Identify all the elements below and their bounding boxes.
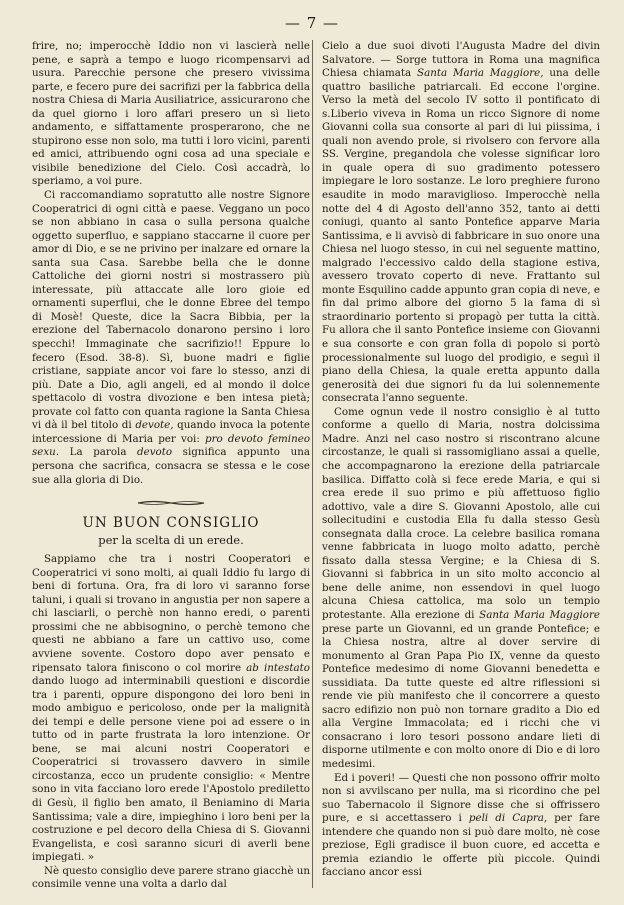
paragraph: Come ognun vede il nostro consiglio è al tutto conforme a quello di Maria, nostra dolcissima Madre. Anzi nel caso nostro si riscontrano alcune circostanze, le quali si rassomigliano assai a quelle, che accompagnarono la erezione della patriarcale basilica. Diffatto colà si fece erede Maria, e qui si crea erede il suo primo e più affettuoso figlio adottivo, vale a dire S. Giovanni Apostolo, alle cui sollecitudini e custodia Ella fu dalla stesso Gesù consegnata dalla croce. La celebre basilica romana venne fabbricata in luogo molto adatto, perchè fissato dalla stessa Vergine; e la Chiesa di S. Giovanni si fabbrica in un sito molto acconcio al bene delle anime, non essendovi in quel luogo alcuna Chiesa cattolica, ma solo un tempio protestante. Alla erezione di Santa Maria Maggiore prese parte un Giovanni, ed un grande Pontefice; e la Chiesa nostra, altre al dover servire di monumento al Gran Papa Pio IX, venne da questo Pontefice medesimo di nome Giovanni benedetta e sussidiata. Da tutte queste ed altre riflessioni si rende vie più manifesto che il concorrere a questo sacro edifizio non può non tornare gradito a Dio ed alla Vergine Immacolata; ed i ricchi che vi consacrano i loro tesori possono andare lieti di disporne utilmente e con molto onore di Dio e di loro medesimi. [322, 405, 600, 770]
left-column [32, 40, 310, 892]
paragraph: Cielo a due suoi divoti l'Augusta Madre del divin Salvatore. — Sorge tuttora in Roma una magnifica Chiesa chiamata Santa Maria Maggiore, una delle quattro basiliche patriarcali. Ed eccone l'orgine. Verso la metà del secolo IV sotto il pontificato di s.Liberio viveva in Roma un ricco Signore di nome Giovanni colla sua consorte al pari di lui piissima, i quali non avendo prole, si rivolsero con fervore alla SS. Vergine, pregandola che volesse significar loro in quale opera di suo gradimento potessero impiegare le loro sostanze. Le loro preghiere furono esaudite in modo maraviglioso. Imperocchè nella notte del 4 di Agosto dell'anno 352, tanto ai detti coniugi, quanto al santo Pontefice apparve Maria Santissima, e li avvisò di fabbricare in suo onore una Chiesa nel luogo stesso, in cui nel seguente mattino, malgrado l'eccessivo caldo della stagione estiva, avessero trovato coperto di neve. Frattanto sul monte Esquilino cadde appunto gran copia di neve, e fin dal primo albore del giorno 5 la fama di sì straordinario portento si propagò per tutta la città. Fu allora che il santo Pontefice insieme con Giovanni e sua consorte e con gran folla di popolo si portò processionalmente sul luogo del prodigio, e seguì il piano della Chiesa, la quale eretta appunto dalla generosità dei due signori fu da lui solennemente consecrata l'anno seguente. [322, 40, 601, 405]
paragraph: Nè questo consiglio deve parere strano giacchè un consimile venne una volta a darlo dal [32, 864, 310, 891]
page-number: — 7 — [284, 14, 340, 32]
right-column [322, 40, 600, 880]
ornament-divider-icon [32, 499, 310, 507]
paragraph: Sappiamo che tra i nostri Cooperatori e Cooperatrici vi sono molti, ai quali Iddio fu largo di beni di fortuna. Ora, fra di loro vi saranno forse taluni, i quali si trovano in angustia per non sapere a chi lasciarli, o perchè non hanno eredi, o parenti prossimi che ne abbisognino, o perchè temono che questi ne abbiano a fare un cattivo uso, come avviene sovente. Costoro dopo aver pensato e ripensato talora finiscono o col morire ab intestato dando luogo ad interminabili questioni e discordie tra i parenti, oppure dispongono dei loro beni in modo ambiguo e pericoloso, onde per la malignità dei tempi e delle persone viene poi ad essere o in tutto od in parte frustrata la loro intenzione. Or bene, se mai alcuni nostri Cooperatori e Cooperatrici si trovassero davvero in simile circostanza, ecco un prudente consiglio: « Mentre sono in vita facciano loro erede l'Apostolo prediletto di Gesù, il figlio ben amato, il Beniamino di Maria Santissima; vale a dire, impieghino i loro beni per la costruzione e pel decoro della Chiesa di S. Giovanni Evangelista, e così saranno sicuri di averli bene impiegati. » [32, 553, 311, 864]
section-title: UN BUON CONSIGLIO [82, 515, 260, 532]
paragraph: Ci raccomandiamo sopratutto alle nostre Signore Cooperatrici di ogni città e paese. Veggano un poco se non abbiano in casa o sulla persona qualche oggetto superfluo, e sappiano staccarne il cuore per amor di Dio, e se ne privino per inalzare ed ornare la santa sua Casa. Sarebbe bella che le donne Cattoliche dei giorni nostri si mostrassero più interessate, più attaccate alle loro gioie ed ornamenti superflui, che le donne Ebree del tempo di Mosè! Queste, dice la Sacra Bibbia, per la erezione del Tabernacolo donarono persino i loro specchi! Immaginate che sacrifizio!! Eppure lo fecero (Esod. 38-8). Sì, buone madri e figlie cristiane, sappiate ancor voi fare lo stesso, anzi di più. Date a Dio, agli angeli, ed al mondo il dolce spettacolo di vostra divozione e ben intesa pietà; provate col fatto con quanta ragione la Santa Chiesa vi dà il bel titolo di devote, quando invoca la potente intercessione di Maria per voi: pro devoto femineo sexu. La parola devoto significa appunto una persona che sacrifica, consacra se stessa e le cose sue alla gloria di Dio. [32, 189, 311, 486]
paragraph: Ed i poveri! — Questi che non possono offrir molto non si avvilscano per nulla, ma si ricordino che pel suo Tabernacolo il Signore disse che si offrissero pure, e si accettassero i peli di Capra, per fare intendere che quando non si può dare molto, nè cose preziose, Egli gradisce il buon cuore, ed accetta e premia eziandio le offerte più piccole. Quindi facciano ancor essi [322, 771, 600, 879]
section-subtitle: per la scelta di un erede. [98, 532, 244, 547]
column-divider [312, 40, 313, 888]
paragraph: frire, no; imperocchè Iddio non vi lascierà nelle pene, e saprà a tempo e luogo ricompensarvi ad usura. Parecchie persone che presero vivissima parte, e fecero pure dei sacrifizi per la fabbrica della nostra Chiesa di Maria Ausiliatrice, assicurarono che da quel giorno i loro affari presero un sì lieto andamento, e siffattamente prosperarono, che ne stupirono esse non solo, ma tutti i loro vicini, parenti ed amici, attribuendo ogni cosa ad una speciale e visibile benedizione del Cielo. Così accadrà, lo speriamo, a voi pure. [32, 40, 310, 188]
